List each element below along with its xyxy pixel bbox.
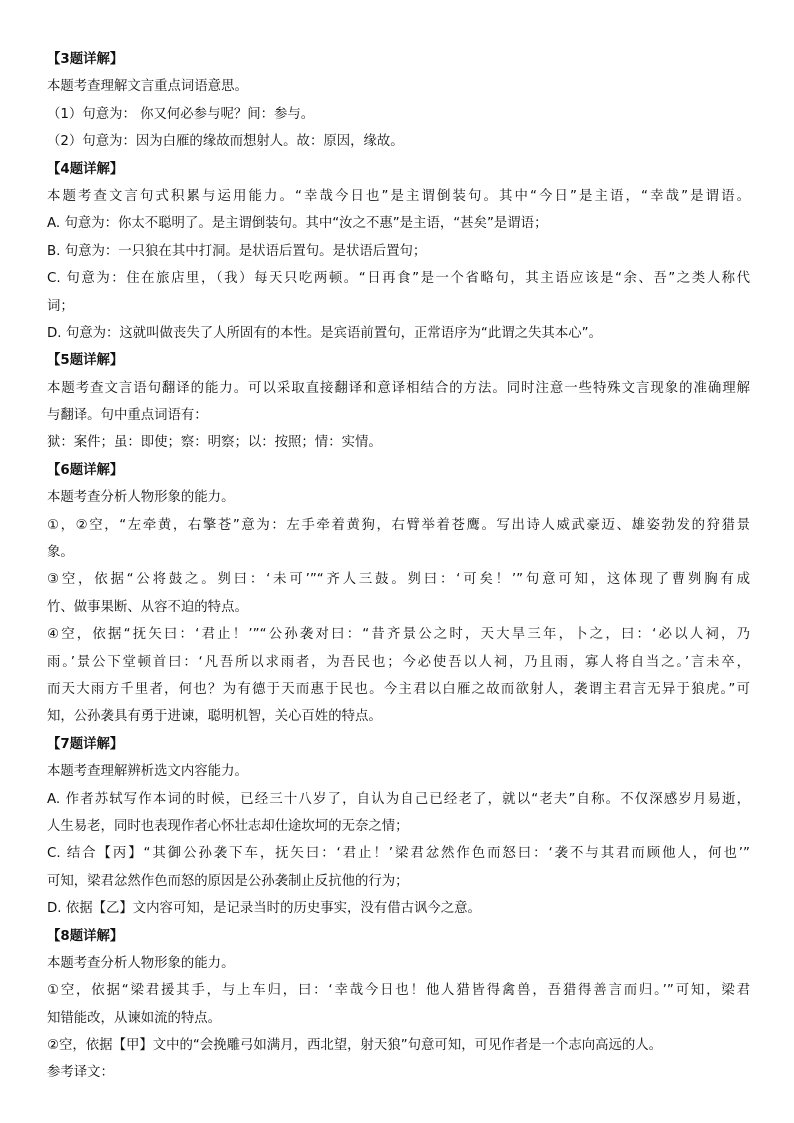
text-line: D. 句意为：这就叫做丧失了人所固有的本性。是宾语前置句，正常语序为“此谓之失其本心”。 bbox=[47, 325, 602, 341]
text-line: （2）句意为：因为白雁的缘故而想射人。故：原因，缘故。 bbox=[47, 134, 404, 150]
text-line: A. 作者苏轼写作本词的时候，已经三十八岁了，自认为自己已经老了，就以“老夫”自称。不仅深感岁月易逝， bbox=[47, 791, 750, 807]
text-line: D. 依据【乙】文内容可知，是记录当时的历史事实，没有借古讽今之意。 bbox=[47, 901, 481, 917]
text-line: 雨。’景公下堂顿首曰：‘凡吾所以求雨者，为吾民也；今必使吾以人祠，乃且雨，寡人将自当之。’言未卒， bbox=[47, 654, 750, 670]
text-line: A. 句意为：你太不聪明了。是主谓倒装句。其中“汝之不惠”是主语，“甚矣”是谓语； bbox=[47, 216, 548, 232]
section-heading: 【8题详解】 bbox=[47, 928, 124, 944]
text-line: 本题考查文言句式积累与运用能力。“幸哉今日也”是主谓倒装句。其中“今日”是主语，“幸哉”是谓语。 bbox=[47, 188, 750, 204]
text-line: 知，公孙袭具有勇于进谏，聪明机智，关心百姓的特点。 bbox=[47, 709, 382, 725]
section-heading: 【4题详解】 bbox=[47, 161, 124, 177]
text-line: 人生易老，同时也表现作者心怀壮志却仕途坎坷的无奈之情； bbox=[47, 818, 409, 834]
text-line: 本题考查分析人物形象的能力。 bbox=[47, 955, 235, 971]
text-line: 词； bbox=[47, 298, 74, 314]
section-heading: 【7题详解】 bbox=[47, 736, 124, 752]
text-line: ④空，依据“抚矢曰：‘君止！’”“公孙袭对曰：“昔齐景公之时，天大旱三年，卜之，曰：‘必以人祠，乃 bbox=[47, 627, 750, 643]
text-line: C. 结合【丙】“其御公孙袭下车，抚矢曰：‘君止！’梁君忿然作色而怒曰：‘袭不与其君而顾他人，何也’” bbox=[47, 846, 750, 862]
text-line: 参考译文： bbox=[47, 1065, 114, 1081]
text-line: B. 句意为：一只狼在其中打洞。是状语后置句。是状语后置句； bbox=[47, 243, 427, 259]
section-heading: 【3题详解】 bbox=[47, 52, 124, 67]
text-line: C. 句意为：住在旅店里，（我）每天只吃两顿。“日再食”是一个省略句，其主语应该是“余、吾”之类人称代 bbox=[47, 271, 750, 287]
text-line: 可知，梁君忿然作色而怒的原因是公孙袭制止反抗他的行为； bbox=[47, 873, 409, 889]
text-line: ①，②空，“左牵黄，右擎苍”意为：左手牵着黄狗，右臂举着苍鹰。写出诗人威武豪迈、雄姿勃发的狩猎景 bbox=[47, 517, 750, 533]
text-line: 本题考查文言语句翻译的能力。可以采取直接翻译和意译相结合的方法。同时注意一些特殊文言现象的准确理解 bbox=[47, 380, 750, 396]
text-line: 本题考查分析人物形象的能力。 bbox=[47, 490, 235, 506]
text-line: 竹、做事果断、从容不迫的特点。 bbox=[47, 599, 248, 615]
text-line: 而天大雨方千里者，何也？为有德于天而惠于民也。今主君以白雁之故而欲射人，袭谓主君言无异于狼虎。”可 bbox=[47, 681, 750, 697]
text-line: 本题考查理解辨析选文内容能力。 bbox=[47, 764, 248, 780]
section-heading: 【6题详解】 bbox=[47, 462, 124, 478]
text-line: （1）句意为： 你又何必参与呢？间：参与。 bbox=[47, 106, 315, 122]
text-line: 本题考查理解文言重点词语意思。 bbox=[47, 79, 248, 95]
text-line: 知错能改，从谏如流的特点。 bbox=[47, 1010, 222, 1026]
text-line: 与翻译。句中重点词语有： bbox=[47, 408, 208, 424]
text-line: 象。 bbox=[47, 545, 74, 561]
text-line: ①空，依据“梁君援其手，与上车归，曰：‘幸哉今日也！他人猎皆得禽兽，吾猎得善言而归。’”可知，梁君 bbox=[47, 983, 750, 999]
text-line: ③空，依据“公将鼓之。刿曰：‘未可’”“齐人三鼓。刿曰：‘可矣！’”句意可知，这体现了曹刿胸有成 bbox=[47, 572, 750, 588]
section-heading: 【5题详解】 bbox=[47, 353, 124, 369]
text-line: 狱：案件；虽：即使；察：明察；以：按照；情：实情。 bbox=[47, 435, 382, 451]
text-line: ②空，依据【甲】文中的“会挽雕弓如满月，西北望，射天狼”句意可知，可见作者是一个志向高远的人。 bbox=[47, 1038, 663, 1054]
